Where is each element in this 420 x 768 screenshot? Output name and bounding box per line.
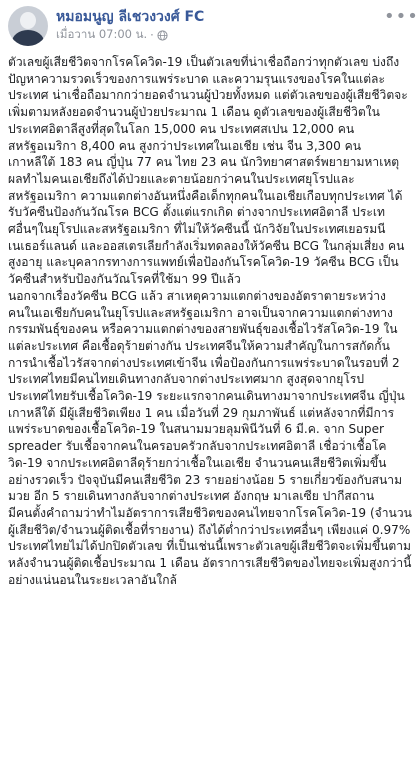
post-paragraph-2: นอกจากเรื่องวัคซีน BCG แล้ว สาเหตุความแตกต่างของอัตราตายระหว่างคนในเอเชียกับคนในยุโรปและสหรัฐอเมริกา อาจเป็นจากความแตกต่างทางกรรมพันธุ์ของคน หรือความแตกต่างของสายพันธุ์ของเชื้อไวรัสโควิด-19 ในแต่ละประเทศ คือเชื้อดุร้ายต่างกัน ประเทศจีนให้ความสำคัญในการสกัดกั้นการนำเชื้อไวรัสจากต่างประเทศเข้าจีน เพื่อป้องกันการแพร่ระบาดในรอบที่ 2 ประเทศไทยมีคนไทยเดินทางกลับจากต่างประเทศมาก สูงสุดจากยุโรป	[8, 288, 400, 387]
post-paragraph-4: มีคนตั้งคำถามว่าทำไมอัตราการเสียชีวิตของคนไทยจากโรคโควิด-19 (จำนวนผู้เสียชีวิต/จำนวนผู้ติดเชื้อที่รายงาน) ถึงได้ต่ำกว่าประเทศอื่นๆ เพียงแค่ 0.97% ประเทศไทยไม่ได้ปกปิดตัวเลข ที่เป็นเช่นนี้เพราะตัวเลขผู้เสียชีวิตจะเพิ่มขึ้นตามหลังจำนวนผู้ติดเชื้อประมาณ 1 เดือน อัตราการเสียชีวิตของไทยจะเพิ่มสูงกว่านี้อย่างแน่นอนในระยะเวลาอันใกล้	[8, 505, 412, 587]
post-meta	[56, 26, 168, 44]
avatar[interactable]	[8, 6, 48, 46]
avatar-body-shape	[12, 30, 44, 46]
post-paragraph-1: ตัวเลขผู้เสียชีวิตจากโรคโควิด-19 เป็นตัวเลขที่น่าเชื่อถือกว่าทุกตัวเลข บ่งถึงปัญหาความรวดเร็วของการแพร่ระบาด และความรุนแรงของโรคในแต่ละประเทศ น่าเชื่อถือมากกว่ายอดจำนวนผู้ป่วยทั้งหมด แต่ตัวเลขของผู้เสียชีวิตจะเพิ่มตามหลังยอดจำนวนผู้ป่วยประมาณ 1 เดือน ดูตัวเลขของผู้เสียชีวิตในประเทศอิตาลีสูงที่สุดในโลก 15,000 คน ประเทศสเปน 12,000 คน สหรัฐอเมริกา 8,400 คน สูงกว่าประเทศในเอเชีย เช่น จีน 3,300 คน เกาหลีใต้ 183 คน ญี่ปุ่น 77 คน ไทย 23 คน นักวิทยาศาสตร์พยายามหาเหตุผลทำไมคนเอเชียถึงได้ป่วยและตายน้อยกว่าคนในประเทศยุโรปและสหรัฐอเมริกา ความแตกต่างอันหนึ่งคือเด็กทุกคนในเอเชียเกือบทุกประเทศ ได้รับวัคซีนป้องกันวัณโรค BCG ตั้งแต่แรกเกิด ต่างจากประเทศอิตาลี ประเทศอื่นๆในยุโรปและสหรัฐอเมริกา ที่ไม่ให้วัคซีนนี้ นักวิจัยในประเทศเยอรมนี เนเธอร์แลนด์ และออสเตรเลียกำลังเริ่มทดลองให้วัคซีน BCG ในกลุ่มเสี่ยง คนสูงอายุ และบุคลากรทางการแพทย์เพื่อป้องกันโรคโควิด-19 วัคซีน BCG เป็นวัคซีนสำหรับป้องกันวัณโรคที่ใช้มา 99 ปีแล้ว	[8, 55, 408, 287]
avatar-head-shape	[20, 12, 36, 29]
post-paragraph-3: ประเทศไทยรับเชื้อโควิด-19 ระยะแรกจากคนเดินทางมาจากประเทศจีน ญี่ปุ่น เกาหลีใต้ มีผู้เสียชีวิตเพียง 1 คน เมื่อวันที่ 29 กุมภาพันธ์ แต่หลังจากที่มีการแพร่ระบาดของเชื้อโควิด-19 ในสนามมวยลุมพินีวันที่ 6 มี.ค. จาก Super spreader รับเชื้อจากคนในครอบครัวกลับจากประเทศอิตาลี เชื่อว่าเชื้อโควิด-19 จากประเทศอิตาลีดุร้ายกว่าเชื้อในเอเชีย จำนวนคนเสียชีวิตเพิ่มขึ้นอย่างรวดเร็ว ปัจจุบันมีคนเสียชีวิต 23 รายอย่างน้อย 5 รายเกี่ยวข้องกับสนามมวย อีก 5 รายเดินทางกลับจากต่างประเทศ อังกฤษ มาเลเซีย ปากีสถาน	[8, 389, 405, 504]
meta-separator: ·	[150, 28, 154, 42]
more-options-icon[interactable]: •••	[384, 6, 419, 27]
post-header	[0, 0, 420, 48]
post-body	[8, 54, 412, 766]
globe-icon[interactable]	[157, 30, 168, 41]
author-name[interactable]: หมอมนูญ ลีเชวงวงศ์ FC	[56, 9, 205, 25]
post-timestamp[interactable]: เมื่อวาน 07:00 น.	[56, 27, 148, 41]
